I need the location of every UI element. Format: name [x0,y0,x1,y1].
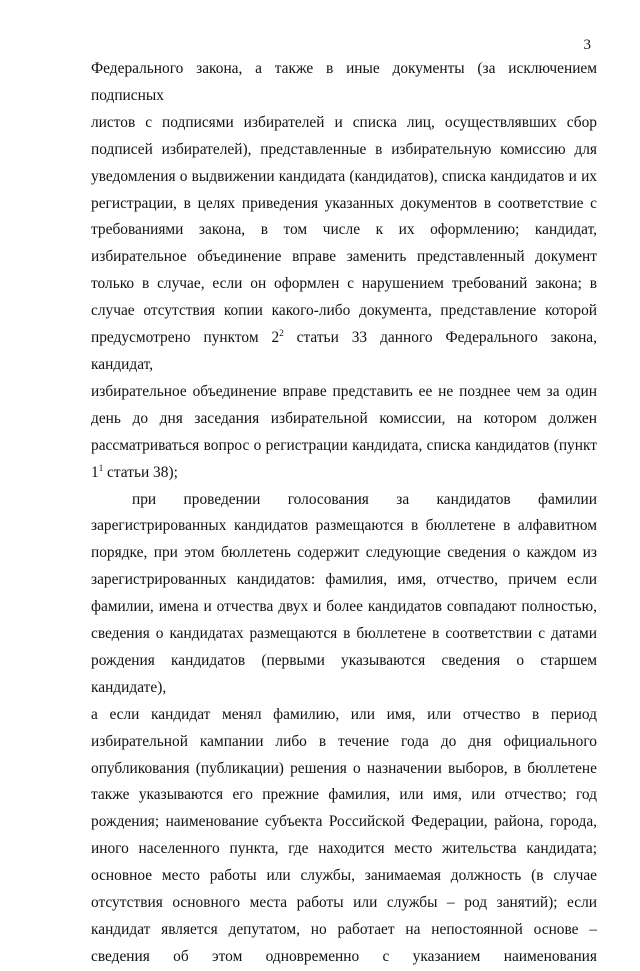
text-line: кандидат является депутатом, но работает на непостоянной основе – [91,921,597,938]
text-line: сведения о кандидатах размещаются в бюллетене в соответствии с датами [91,625,597,643]
text-line [91,460,597,487]
text-fragment: 1 [91,463,99,481]
text-line: рождения; наименование субъекта Российской Федерации, района, города, [91,813,597,831]
text-line: иного населенного пункта, где находится место жительства кандидата; [91,840,597,858]
text-line: уведомления о выдвижении кандидата (кандидатов), списка кандидатов и их [91,167,597,185]
text-line: сведения об этом одновременно с указанием наименования [91,947,597,965]
text-line: зарегистрированных кандидатов: фамилия, имя, отчество, причем если [91,571,597,589]
text-line: зарегистрированных кандидатов размещаются в бюллетене в алфавитном [91,517,597,535]
superscript: 2 [279,328,284,339]
text-line [91,325,597,379]
text-line: избирательное объединение вправе представить ее не позднее чем за один [91,382,597,400]
text-line: фамилии, имена и отчества двух и более кандидатов совпадают полностью, [91,598,597,616]
text-line: также указываются его прежние фамилия, или имя, или отчество; год [91,786,597,804]
text-fragment: статьи 33 данного Федерального закона, кандидат, [91,329,597,373]
text-line: требованиями закона, в том числе к их оформлению; кандидат, [91,221,597,239]
text-line: рассматриваться вопрос о регистрации кандидата, списка кандидатов (пункт [91,436,597,454]
document-body [91,56,597,971]
text-fragment: предусмотрено пунктом 2 [91,329,280,347]
text-line: избирательное объединение вправе заменить представленный документ [91,248,597,266]
page-number: 3 [583,37,591,53]
text-line: избирательной кампании либо в течение года до дня официального [91,732,597,750]
text-line: день до дня заседания избирательной комиссии, на котором должен [91,409,597,427]
text-line: регистрации, в целях приведения указанных документов в соответствие с [91,194,597,212]
text-line: случае отсутствия копии какого-либо документа, представление которой [91,302,597,320]
text-line: а если кандидат менял фамилию, или имя, или отчество в период [91,705,597,723]
text-line: основное место работы или службы, занимаемая должность (в случае [91,867,597,885]
text-line: Федерального закона, а также в иные документы (за исключением подписных [91,60,597,104]
text-fragment: статьи 38); [103,463,178,481]
text-line: отсутствия основного места работы или службы – род занятий); если [91,894,597,912]
text-line: при проведении голосования за кандидатов фамилии [132,490,597,508]
text-line: порядке, при этом бюллетень содержит следующие сведения о каждом из [91,544,597,562]
text-line: рождения кандидатов (первыми указываются сведения о старшем кандидате), [91,651,597,696]
text-line: листов с подписями избирателей и списка лиц, осуществлявших сбор [91,113,597,131]
text-line: подписей избирателей), представленные в избирательную комиссию для [91,140,597,158]
text-line: только в случае, если он оформлен с нарушением требований закона; в [91,275,597,293]
text-line: опубликования (публикации) решения о назначении выборов, в бюллетене [91,759,597,777]
superscript: 1 [98,462,104,473]
